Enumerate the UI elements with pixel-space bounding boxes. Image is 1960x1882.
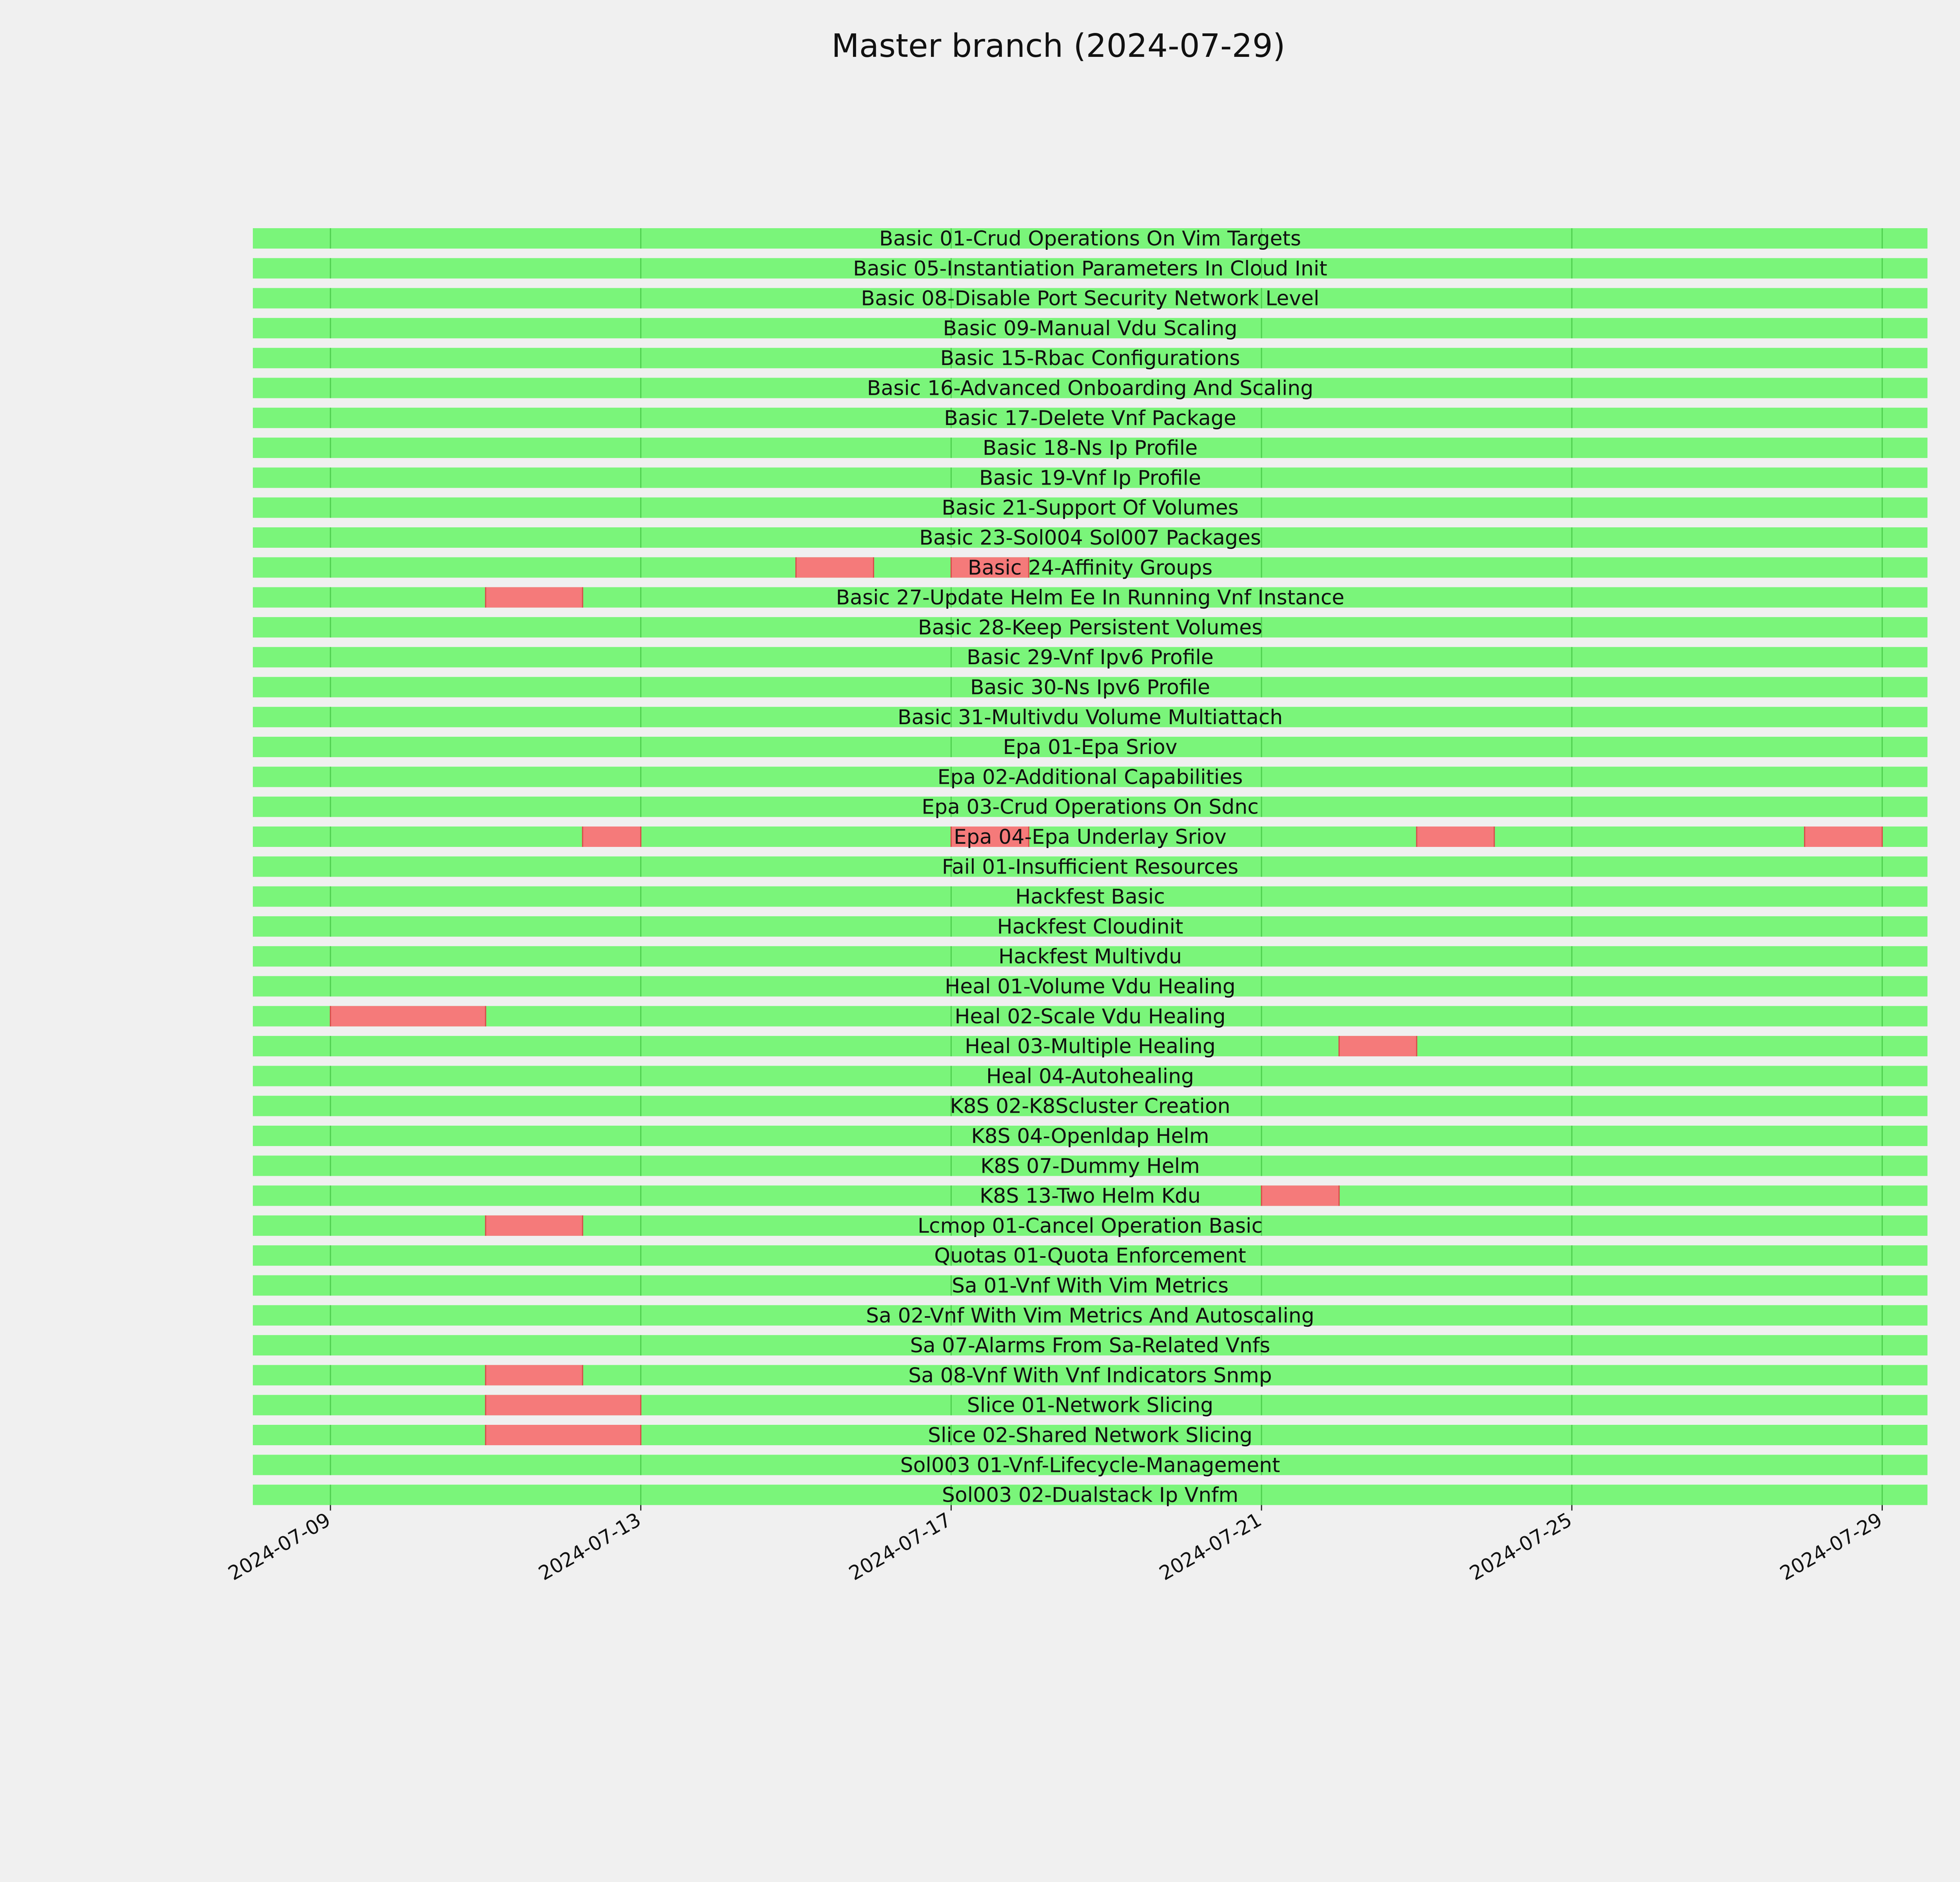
row-label: Basic 19-Vnf Ip Profile: [979, 466, 1201, 490]
row-label: Slice 02-Shared Network Slicing: [927, 1424, 1253, 1447]
timeline-row: [253, 407, 1927, 430]
row-label: Basic 16-Advanced Onboarding And Scaling: [867, 376, 1314, 400]
timeline-row: [253, 526, 1927, 550]
timeline-row: [253, 377, 1927, 400]
timeline-row: [253, 855, 1927, 879]
timeline-row: [253, 885, 1927, 909]
timeline-row: [253, 765, 1927, 789]
row-label: Heal 02-Scale Vdu Healing: [955, 1005, 1226, 1028]
row-label: Sa 07-Alarms From Sa-Related Vnfs: [910, 1334, 1270, 1358]
fail-segment: [1339, 1036, 1417, 1056]
row-label: Quotas 01-Quota Enforcement: [934, 1244, 1246, 1268]
row-label: Basic 23-Sol004 Sol007 Packages: [919, 526, 1261, 550]
timeline-row: [253, 1244, 1927, 1268]
timeline-row: [253, 496, 1927, 520]
timeline-row: [253, 1484, 1927, 1507]
fail-segment: [1417, 827, 1494, 847]
row-label: Epa 03-Crud Operations On Sdnc: [922, 795, 1259, 819]
x-tick-label: 2024-07-13: [535, 1508, 645, 1585]
timeline-row: [253, 436, 1927, 460]
timeline-row: [253, 646, 1927, 669]
timeline-row: [253, 825, 1927, 849]
timeline-row: [253, 1184, 1927, 1208]
fail-segment: [1261, 1186, 1339, 1206]
fail-segment: [486, 1425, 641, 1445]
row-label: Basic 29-Vnf Ipv6 Profile: [967, 646, 1214, 670]
row-label: Lcmop 01-Cancel Operation Basic: [917, 1214, 1263, 1238]
timeline-row: [253, 1424, 1927, 1447]
row-label: Hackfest Multivdu: [998, 945, 1182, 969]
timeline-row: [253, 676, 1927, 699]
row-label: Basic 05-Instantiation Parameters In Cloud Init: [853, 257, 1327, 281]
row-label: Basic 15-Rbac Configurations: [940, 347, 1240, 371]
row-label: Hackfest Basic: [1015, 885, 1165, 909]
row-label: K8S 02-K8Scluster Creation: [950, 1094, 1230, 1118]
timeline-row: [253, 466, 1927, 490]
x-tick-label: 2024-07-17: [845, 1508, 955, 1585]
fail-segment: [796, 557, 874, 578]
row-label: Basic 24-Affinity Groups: [967, 556, 1213, 580]
timeline-row: [253, 257, 1927, 280]
timeline-row: [253, 975, 1927, 999]
timeline-row: [253, 1154, 1927, 1178]
timeline-row: [253, 1334, 1927, 1357]
timeline-row: [253, 1035, 1927, 1058]
chart-title: Master branch (2024-07-29): [831, 27, 1285, 65]
timeline-row: [253, 736, 1927, 759]
row-label: Basic 09-Manual Vdu Scaling: [943, 316, 1238, 340]
row-label: Epa 04-Epa Underlay Sriov: [954, 825, 1227, 849]
timeline-row: [253, 706, 1927, 729]
timeline-row: [253, 1124, 1927, 1148]
row-label: Sol003 01-Vnf-Lifecycle-Management: [900, 1453, 1280, 1477]
row-label: Epa 02-Additional Capabilities: [937, 765, 1243, 789]
row-label: Basic 18-Ns Ip Profile: [982, 436, 1198, 460]
fail-segment: [486, 1365, 583, 1385]
timeline-row: [253, 616, 1927, 639]
fail-segment: [486, 1395, 641, 1415]
row-label: Heal 04-Autohealing: [986, 1065, 1194, 1088]
row-label: K8S 07-Dummy Helm: [980, 1154, 1200, 1178]
x-tick-label: 2024-07-25: [1466, 1508, 1576, 1585]
row-label: Basic 21-Support Of Volumes: [942, 496, 1239, 520]
timeline-row: [253, 1274, 1927, 1298]
timeline-row: [253, 945, 1927, 968]
fail-segment: [486, 1215, 583, 1236]
row-label: Sa 08-Vnf With Vnf Indicators Snmp: [908, 1364, 1272, 1388]
row-label: Epa 01-Epa Sriov: [1003, 736, 1178, 759]
fail-segment: [583, 827, 641, 847]
fail-segment: [330, 1006, 486, 1026]
row-label: Basic 27-Update Helm Ee In Running Vnf Instance: [836, 586, 1345, 610]
timeline-row: [253, 287, 1927, 311]
row-label: K8S 13-Two Helm Kdu: [980, 1184, 1201, 1208]
timeline-row: [253, 1453, 1927, 1477]
row-label: K8S 04-Openldap Helm: [971, 1124, 1209, 1148]
timeline-row: [253, 586, 1927, 610]
timeline-row: [253, 347, 1927, 370]
timeline-row: [253, 915, 1927, 939]
x-tick-label: 2024-07-29: [1776, 1508, 1886, 1585]
timeline-row: [253, 556, 1927, 579]
row-label: Basic 30-Ns Ipv6 Profile: [970, 676, 1210, 699]
fail-segment: [1805, 827, 1882, 847]
row-label: Slice 01-Network Slicing: [967, 1393, 1214, 1417]
timeline-row: [253, 1394, 1927, 1417]
x-tick-label: 2024-07-09: [224, 1508, 334, 1585]
timeline-row: [253, 1005, 1927, 1028]
row-label: Sa 01-Vnf With Vim Metrics: [951, 1274, 1229, 1298]
timeline-row: [253, 227, 1927, 251]
row-label: Basic 28-Keep Persistent Volumes: [918, 616, 1263, 639]
row-label: Basic 08-Disable Port Security Network Level: [861, 287, 1319, 311]
row-label: Basic 31-Multivdu Volume Multiattach: [897, 705, 1283, 729]
row-label: Sol003 02-Dualstack Ip Vnfm: [942, 1483, 1239, 1507]
timeline-row: [253, 1364, 1927, 1387]
row-label: Sa 02-Vnf With Vim Metrics And Autoscaling: [866, 1304, 1314, 1328]
row-label: Heal 01-Volume Vdu Healing: [945, 975, 1236, 999]
timeline-row: [253, 1095, 1927, 1118]
row-label: Heal 03-Multiple Healing: [965, 1035, 1216, 1059]
row-label: Hackfest Cloudinit: [997, 915, 1183, 939]
row-label: Basic 01-Crud Operations On Vim Targets: [879, 227, 1301, 251]
row-label: Fail 01-Insufficient Resources: [942, 855, 1239, 879]
timeline-row: [253, 796, 1927, 819]
row-label: Basic 17-Delete Vnf Package: [944, 406, 1236, 430]
timeline-row: [253, 317, 1927, 340]
x-tick-label: 2024-07-21: [1155, 1508, 1266, 1585]
timeline-row: [253, 1304, 1927, 1328]
timeline-row: [253, 1214, 1927, 1238]
timeline-row: [253, 1065, 1927, 1088]
fail-segment: [486, 587, 583, 608]
